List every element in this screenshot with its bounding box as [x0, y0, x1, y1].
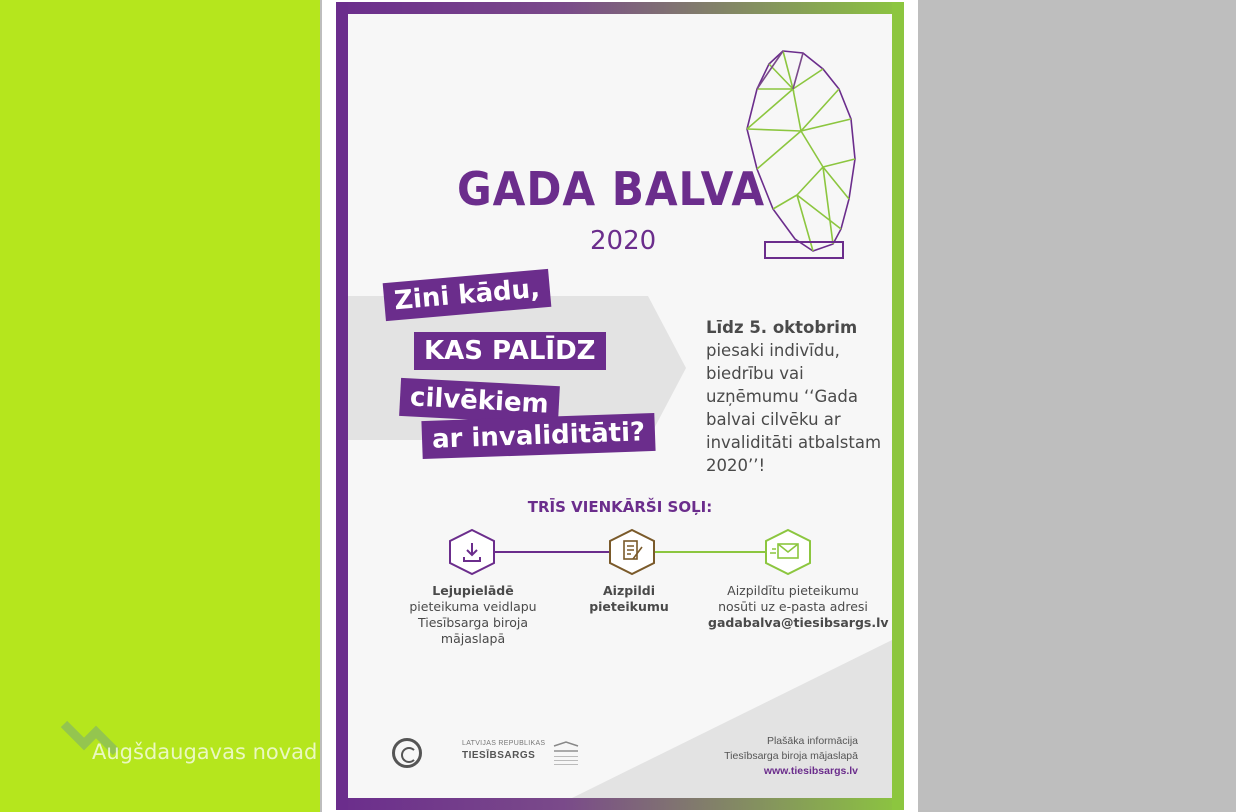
- partner-logos: [392, 734, 632, 784]
- question-line-2: KAS PALĪDZ: [414, 332, 606, 370]
- deadline-date: Līdz 5. oktobrim: [706, 318, 858, 337]
- ombudsman-logo: TIESĪBSARGS: [462, 750, 536, 761]
- download-icon: [450, 530, 494, 574]
- background-right: [918, 0, 1236, 812]
- deadline-description: [706, 316, 886, 477]
- more-info: Plašāka informācija Tiesībsarga biroja mājaslapā www.tiesibsargs.lv: [724, 735, 858, 777]
- poster-title: GADA BALVA: [457, 162, 766, 216]
- step-1-text: Lejupielādē pieteikuma veidlapu Tiesībsarga biroja mājaslapā: [409, 583, 537, 646]
- swirl-logo-icon: [392, 738, 422, 768]
- steps-title: TRĪS VIENKĀRŠI SOĻI:: [527, 498, 713, 516]
- poster-frame: [336, 2, 904, 810]
- library-logo-icon: [552, 738, 580, 772]
- question-line-1: Zini kādu,: [383, 269, 552, 321]
- poster-content: [348, 14, 892, 798]
- document-edit-icon: [610, 530, 654, 574]
- steps-diagram: [348, 519, 892, 589]
- question-line-4: ar invaliditāti?: [421, 413, 655, 459]
- step-2-text: Aizpildi pieteikumu: [589, 583, 669, 614]
- deadline-text: piesaki indivīdu, biedrību vai uzņēmumu ‘‘Gada balvai cilvēku ar invaliditāti atbalstam 2020’’!: [706, 341, 882, 475]
- poster: [322, 0, 918, 812]
- poster-year: 2020: [590, 226, 657, 256]
- question-line-3: cilvēkiem: [399, 378, 560, 424]
- step-3-text: Aizpildītu pieteikumu nosūti uz e-pasta adresi gadabalva@tiesibsargs.lv: [708, 583, 889, 630]
- trophy-icon: [743, 39, 863, 274]
- website-link[interactable]: www.tiesibsargs.lv: [763, 765, 858, 777]
- mail-icon: [766, 530, 810, 574]
- email-address: gadabalva@tiesibsargs.lv: [708, 615, 889, 630]
- background-left: [0, 0, 320, 812]
- ombudsman-logo-top: LATVIJAS REPUBLIKAS: [462, 740, 546, 747]
- watermark-text: Augšdaugavas novad: [92, 740, 318, 764]
